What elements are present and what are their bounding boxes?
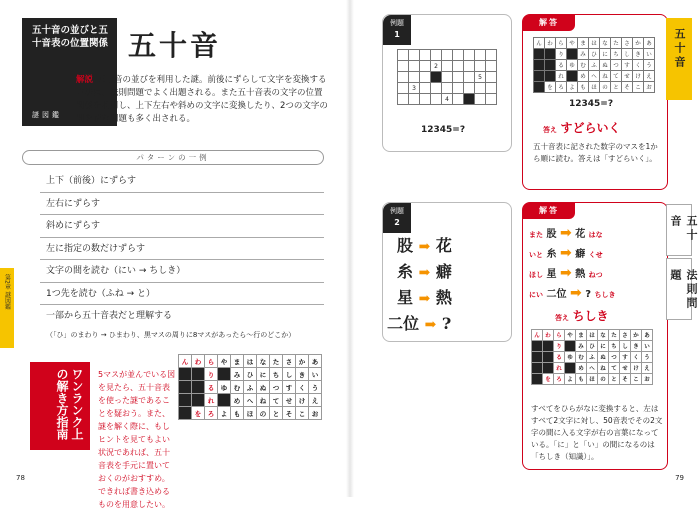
kana-cell: な	[257, 355, 270, 368]
section-tab-2: 法則問題	[666, 258, 692, 320]
kana-cell: は	[244, 355, 257, 368]
kana-cell: め	[578, 71, 589, 82]
category-title: 五十音の並びと五十音表の位置関係	[31, 25, 108, 49]
kana-cell: く	[631, 352, 642, 363]
kana-cell	[192, 368, 205, 381]
kana-cell: に	[257, 368, 270, 381]
section-tab-yellow: 五十音	[666, 18, 692, 100]
kana-cell	[534, 49, 545, 60]
answer-2-answer: 答え ちしき	[555, 309, 609, 323]
kana-cell	[179, 407, 192, 420]
kana-cell: お	[644, 82, 655, 93]
kana-cell: へ	[244, 394, 257, 407]
kana-cell: み	[231, 368, 244, 381]
pattern-item: 上下（前後）にずらす	[40, 170, 324, 193]
kana-cell: ほ	[589, 82, 600, 93]
example-2	[382, 202, 512, 342]
pattern-note: （「ひ」のまわり → ひまわり、黒マスの周りに8マスがあったら〜行のどこか）	[46, 330, 296, 339]
kana-cell: る	[205, 381, 218, 394]
kana-cell: せ	[622, 71, 633, 82]
kana-cell: や	[565, 330, 576, 341]
kana-cell: た	[609, 330, 620, 341]
kana-cell	[545, 49, 556, 60]
kana-cell: は	[587, 330, 598, 341]
kana-cell: ゆ	[565, 352, 576, 363]
kana-cell: さ	[283, 355, 296, 368]
kana-cell: そ	[620, 374, 631, 385]
kana-cell	[567, 49, 578, 60]
kana-cell: て	[270, 394, 283, 407]
kana-cell	[218, 394, 231, 407]
kana-cell: ゆ	[567, 60, 578, 71]
kana-cell	[179, 381, 192, 394]
kana-cell: の	[600, 82, 611, 93]
kana-cell: は	[589, 38, 600, 49]
kana-cell: き	[296, 368, 309, 381]
kana-cell: み	[578, 49, 589, 60]
kana-cell: わ	[543, 330, 554, 341]
kana-cell	[532, 374, 543, 385]
kana-cell	[543, 341, 554, 352]
pattern-item: 文字の間を読む（にい → ちしき）	[40, 260, 324, 283]
kana-cell: ね	[257, 394, 270, 407]
kana-cell: め	[576, 363, 587, 374]
kana-cell: さ	[620, 330, 631, 341]
left-page	[0, 0, 350, 509]
kana-cell: り	[554, 341, 565, 352]
example-2-row: 星 ➡ 熱	[397, 288, 452, 307]
kana-cell: か	[296, 355, 309, 368]
kana-cell: り	[205, 368, 218, 381]
answer-2-note: すべてをひらがなに変換すると、左はすべて2文字に対し、50音表でその2文字の間に入る文字が右の言葉になっている。「に」と「い」の間になるのは「ちしき（知識）」。	[531, 404, 663, 461]
kana-cell: つ	[609, 352, 620, 363]
kana-cell: も	[576, 374, 587, 385]
kana-cell: う	[309, 381, 322, 394]
kana-cell: す	[283, 381, 296, 394]
kana-cell: を	[543, 374, 554, 385]
kana-cell: ぬ	[600, 60, 611, 71]
kana-cell	[179, 368, 192, 381]
kana-cell: や	[567, 38, 578, 49]
kana-cell: の	[257, 407, 270, 420]
puzzle-grid-1: 2 5 3 4	[397, 49, 497, 105]
kana-cell: あ	[642, 330, 653, 341]
kana-cell: い	[309, 368, 322, 381]
kana-cell: む	[231, 381, 244, 394]
kana-cell: ろ	[556, 82, 567, 93]
kana-cell: い	[642, 341, 653, 352]
kana-cell: ろ	[205, 407, 218, 420]
kana-cell	[534, 82, 545, 93]
kana-cell: し	[283, 368, 296, 381]
kana-cell: お	[642, 374, 653, 385]
kana-cell: な	[598, 330, 609, 341]
kana-cell: と	[609, 374, 620, 385]
example-2-tag: 例題 2	[383, 203, 411, 233]
kana-cell: し	[622, 49, 633, 60]
kana-cell: つ	[270, 381, 283, 394]
kana-cell: と	[270, 407, 283, 420]
kana-cell: ひ	[587, 341, 598, 352]
pattern-item: 斜めにずらす	[40, 215, 324, 238]
kana-cell: か	[633, 38, 644, 49]
explanation-label: 解説	[76, 75, 94, 85]
kana-cell: を	[192, 407, 205, 420]
kana-cell: ま	[578, 38, 589, 49]
kana-cell: へ	[589, 71, 600, 82]
kana-cell: う	[642, 352, 653, 363]
kana-cell	[565, 363, 576, 374]
kana-cell: ゆ	[218, 381, 231, 394]
kana-cell: ふ	[589, 60, 600, 71]
example-2-row: 糸 ➡ 癖	[397, 262, 452, 281]
answer-2-row: ほし 星 ➡ 熱 ねつ	[529, 265, 603, 281]
answer-2-row: いと 糸 ➡ 癖 くせ	[529, 245, 603, 261]
tips-heading: ワンランク上の解き方指南	[30, 362, 90, 450]
explanation	[76, 74, 328, 126]
kana-cell: て	[609, 363, 620, 374]
kana-cell	[532, 363, 543, 374]
kana-cell: る	[556, 60, 567, 71]
kana-cell: も	[231, 407, 244, 420]
kana-cell	[532, 352, 543, 363]
kana-cell: う	[644, 60, 655, 71]
kana-cell	[179, 394, 192, 407]
kana-cell: お	[309, 407, 322, 420]
kana-cell: ろ	[554, 374, 565, 385]
kana-cell: る	[554, 352, 565, 363]
pattern-item: 左右にずらす	[40, 193, 324, 216]
kana-cell: を	[545, 82, 556, 93]
kana-cell: ん	[532, 330, 543, 341]
answer-2-row: にい 二位 ➡ ? ちしき	[529, 285, 616, 301]
kana-cell: ん	[179, 355, 192, 368]
section-tab-1: 五十音	[666, 204, 692, 256]
kana-cell: そ	[622, 82, 633, 93]
kana-cell: ひ	[244, 368, 257, 381]
kana-cell: ら	[554, 330, 565, 341]
kana-cell	[192, 381, 205, 394]
kana-cell: に	[600, 49, 611, 60]
kana-cell: ふ	[587, 352, 598, 363]
kana-cell: の	[598, 374, 609, 385]
kana-cell: こ	[631, 374, 642, 385]
kana-cell: な	[600, 38, 611, 49]
kana-cell: む	[578, 60, 589, 71]
right-page	[350, 0, 700, 497]
answer-2-row: また 股 ➡ 花 はな	[529, 225, 603, 241]
kana-cell	[534, 60, 545, 71]
kana-cell: ぬ	[257, 381, 270, 394]
kana-cell: め	[231, 394, 244, 407]
kana-cell: に	[598, 341, 609, 352]
kana-cell: よ	[218, 407, 231, 420]
kana-cell: す	[620, 352, 631, 363]
kana-cell: へ	[587, 363, 598, 374]
kana-cell: ね	[600, 71, 611, 82]
answer-1-tag: 解答	[523, 15, 575, 31]
kana-cell: ぬ	[598, 352, 609, 363]
page-number: 78	[16, 474, 25, 482]
kana-cell: ね	[598, 363, 609, 374]
kana-cell: わ	[192, 355, 205, 368]
kana-cell: て	[611, 71, 622, 82]
kana-cell: た	[270, 355, 283, 368]
explanation-text: 五十音の並びを利用した謎。前後にずらして文字を変換する方法は、法則問題でよく出題される。また五十音表の文字の位置関係を利用し、上下左右や斜めの文字に変換したり、2つの文字の間を読む問題も多く出される。	[76, 75, 328, 124]
kana-cell: や	[218, 355, 231, 368]
example-1	[382, 14, 512, 152]
kana-cell: ち	[609, 341, 620, 352]
kana-cell: れ	[556, 71, 567, 82]
kana-cell	[545, 71, 556, 82]
kana-cell: れ	[554, 363, 565, 374]
kana-cell: き	[631, 341, 642, 352]
tips-text: 5マスが並んでいる図を見たら、五十音表を使った謎であることを疑おう。また、謎を解く際に、もしヒントを見てもよい状況であれば、五十音表を手元に置いておくのがおすすめ。できれば書き込めるものを用意したい。	[98, 370, 176, 509]
kana-cell: え	[309, 394, 322, 407]
kana-cell: ん	[534, 38, 545, 49]
kana-cell: ま	[576, 330, 587, 341]
kana-cell: ち	[270, 368, 283, 381]
kana-cell: ほ	[244, 407, 257, 420]
answer-2	[522, 202, 668, 470]
example-1-question: 12345=?	[421, 125, 466, 135]
kana-cell	[565, 341, 576, 352]
kana-cell: ら	[205, 355, 218, 368]
kana-cell: こ	[296, 407, 309, 420]
kana-cell: す	[622, 60, 633, 71]
kana-cell: も	[578, 82, 589, 93]
example-1-tag: 例題 1	[383, 15, 411, 45]
kana-cell: あ	[309, 355, 322, 368]
pattern-item: 一部から五十音表だと理解する	[46, 311, 173, 321]
answer-1-note: 五十音表に記された数字のマスを1から順に読む。答えは「すどらいく」。	[533, 142, 658, 163]
kana-cell: き	[633, 49, 644, 60]
page-number: 79	[675, 474, 684, 482]
example-2-row: 股 ➡ 花	[397, 236, 452, 255]
kana-table	[178, 354, 322, 420]
chapter-side-tab: 第2章 謎図鑑	[0, 268, 14, 348]
kana-cell: た	[611, 38, 622, 49]
kana-cell: み	[576, 341, 587, 352]
kana-cell: こ	[633, 82, 644, 93]
kana-cell: れ	[205, 394, 218, 407]
kana-cell: ほ	[587, 374, 598, 385]
kana-cell: し	[620, 341, 631, 352]
kana-cell: さ	[622, 38, 633, 49]
kana-cell: よ	[567, 82, 578, 93]
kana-cell: い	[644, 49, 655, 60]
kana-cell: そ	[283, 407, 296, 420]
kana-cell: ち	[611, 49, 622, 60]
kana-cell	[543, 363, 554, 374]
kana-cell: と	[611, 82, 622, 93]
kana-cell	[534, 71, 545, 82]
answer-1-eq: 12345=?	[569, 99, 614, 109]
kana-cell: く	[296, 381, 309, 394]
kana-cell: け	[633, 71, 644, 82]
pattern-list	[40, 170, 324, 342]
kana-cell: け	[631, 363, 642, 374]
kana-cell: あ	[644, 38, 655, 49]
kana-cell: ら	[556, 38, 567, 49]
kana-cell: せ	[283, 394, 296, 407]
kana-cell	[218, 368, 231, 381]
kana-cell: む	[576, 352, 587, 363]
kana-cell: せ	[620, 363, 631, 374]
kana-cell: え	[642, 363, 653, 374]
kana-cell: え	[644, 71, 655, 82]
answer-1	[522, 14, 668, 190]
category-sub: 謎図鑑	[32, 111, 62, 119]
example-2-row: 二位 ➡ ?	[387, 314, 452, 333]
kana-cell: わ	[545, 38, 556, 49]
pattern-item: 1つ先を読む（ふね → と）	[40, 283, 324, 306]
pattern-header: パターンの一例	[22, 150, 324, 165]
page-title: 五十音	[128, 29, 222, 62]
kana-cell	[532, 341, 543, 352]
kana-cell: け	[296, 394, 309, 407]
kana-cell: ひ	[589, 49, 600, 60]
kana-cell	[545, 60, 556, 71]
kana-cell	[567, 71, 578, 82]
kana-cell: く	[633, 60, 644, 71]
kana-cell: つ	[611, 60, 622, 71]
answer-2-kana-grid	[531, 329, 653, 385]
answer-1-answer: 答え すどらいく	[543, 121, 621, 135]
kana-cell: ま	[231, 355, 244, 368]
kana-cell: り	[556, 49, 567, 60]
kana-cell: か	[631, 330, 642, 341]
answer-grid-1	[533, 37, 655, 93]
kana-cell: ふ	[244, 381, 257, 394]
kana-cell	[543, 352, 554, 363]
kana-cell: よ	[565, 374, 576, 385]
pattern-item: 左に指定の数だけずらす	[40, 238, 324, 261]
kana-cell	[192, 394, 205, 407]
answer-2-tag: 解答	[523, 203, 575, 219]
